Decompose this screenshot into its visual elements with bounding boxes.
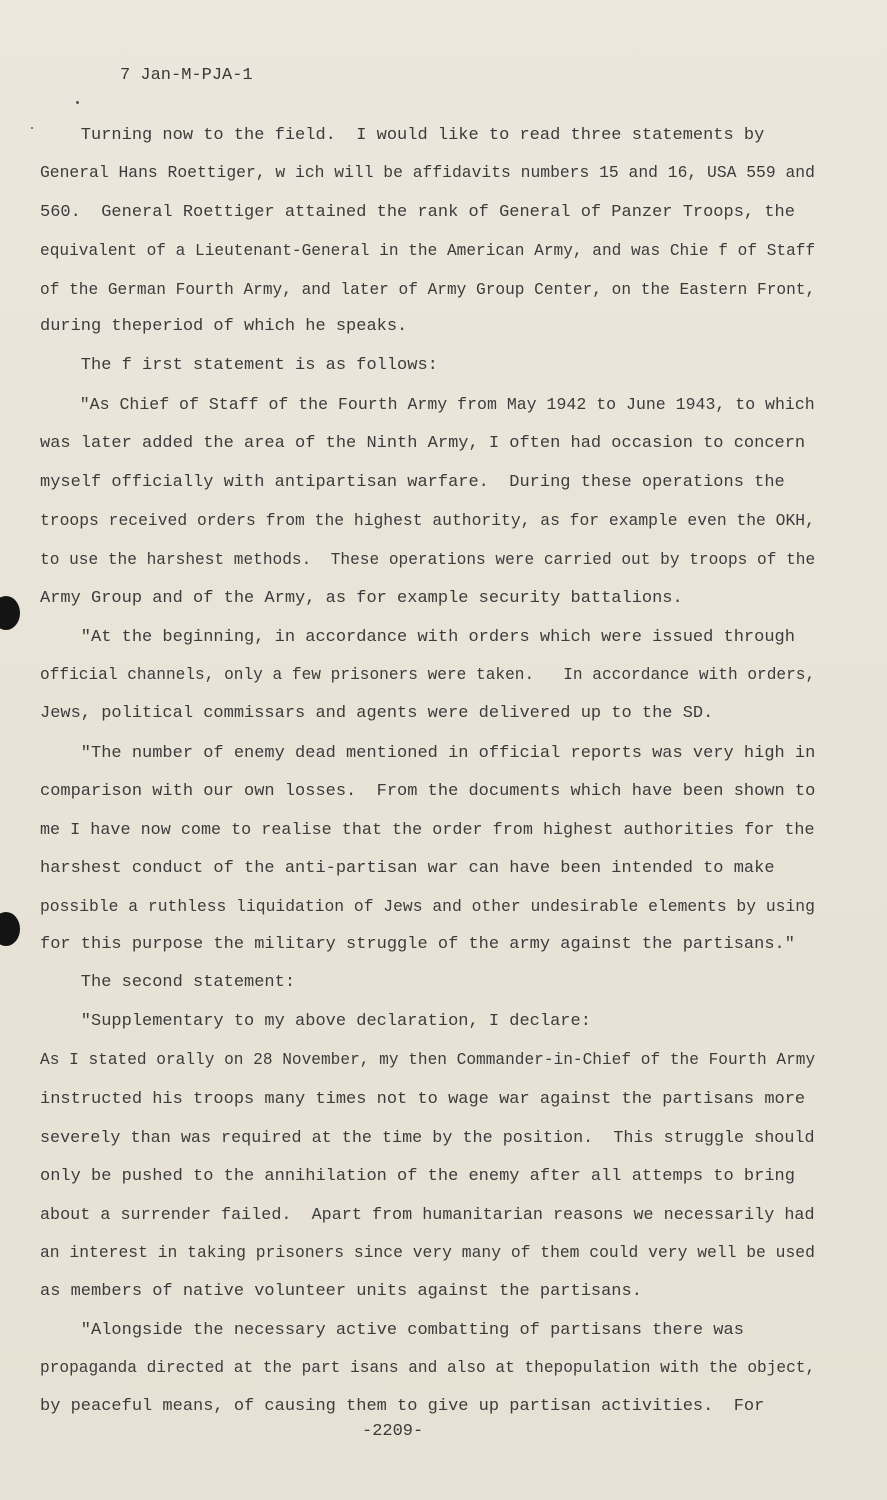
text-line: Army Group and of the Army, as for example security battalions. (40, 589, 683, 608)
text-line: "Alongside the necessary active combatting of partisans there was (40, 1321, 744, 1340)
text-line: myself officially with antipartisan warfare. During these operations the (40, 473, 785, 492)
text-line: Turning now to the field. I would like to read three statements by (40, 126, 765, 145)
text-line: severely than was required at the time by the position. This struggle should (40, 1129, 815, 1148)
text-line: General Hans Roettiger, w ich will be affidavits numbers 15 and 16, USA 559 and (40, 164, 815, 183)
text-line: "At the beginning, in accordance with orders which were issued through (40, 628, 795, 647)
text-line: The second statement: (40, 973, 296, 992)
punch-hole (0, 912, 20, 946)
text-line: was later added the area of the Ninth Army, I often had occasion to concern (40, 434, 806, 453)
page-header: 7 Jan-M-PJA-1 (120, 66, 253, 85)
text-line: propaganda directed at the part isans and also at thepopulation with the object, (40, 1359, 816, 1378)
text-line: only be pushed to the annihilation of the enemy after all attemps to bring (40, 1167, 795, 1186)
text-line: for this purpose the military struggle of the army against the partisans." (40, 935, 795, 954)
text-line: As I stated orally on 28 November, my then Commander-in-Chief of the Fourth Army (40, 1051, 816, 1070)
text-line: equivalent of a Lieutenant-General in the American Army, and was Chie f of Staff (40, 242, 816, 261)
text-line: instructed his troops many times not to wage war against the partisans more (40, 1090, 806, 1109)
text-line: "The number of enemy dead mentioned in official reports was very high in (40, 744, 816, 763)
text-line: harshest conduct of the anti-partisan war can have been intended to make (40, 859, 775, 878)
text-line: "As Chief of Staff of the Fourth Army from May 1942 to June 1943, to which (40, 396, 815, 415)
text-line: comparison with our own losses. From the documents which have been shown to (40, 782, 816, 801)
text-line: by peaceful means, of causing them to give up partisan activities. For (40, 1397, 765, 1416)
text-line: as members of native volunteer units against the partisans. (40, 1282, 642, 1301)
text-line: to use the harshest methods. These operations were carried out by troops of the (40, 551, 816, 570)
text-line: me I have now come to realise that the order from highest authorities for the (40, 821, 815, 840)
text-line: possible a ruthless liquidation of Jews and other undesirable elements by using (40, 898, 815, 917)
text-line: about a surrender failed. Apart from humanitarian reasons we necessarily had (40, 1206, 815, 1225)
text-line: of the German Fourth Army, and later of Army Group Center, on the Eastern Front, (40, 281, 816, 300)
text-line: "Supplementary to my above declaration, I declare: (40, 1012, 591, 1031)
text-line: 560. General Roettiger attained the rank of General of Panzer Troops, the (40, 203, 795, 222)
text-line: during theperiod of which he speaks. (40, 317, 408, 336)
speck (76, 101, 79, 104)
text-line: troops received orders from the highest authority, as for example even the OKH, (40, 512, 815, 531)
text-line: an interest in taking prisoners since very many of them could very well be used (40, 1244, 815, 1263)
text-line: official channels, only a few prisoners were taken. In accordance with orders, (40, 666, 816, 685)
text-line: Jews, political commissars and agents were delivered up to the SD. (40, 704, 714, 723)
speck (31, 127, 33, 129)
punch-hole (0, 596, 20, 630)
page-number: -2209- (362, 1422, 424, 1441)
text-line: The f irst statement is as follows: (40, 356, 438, 375)
